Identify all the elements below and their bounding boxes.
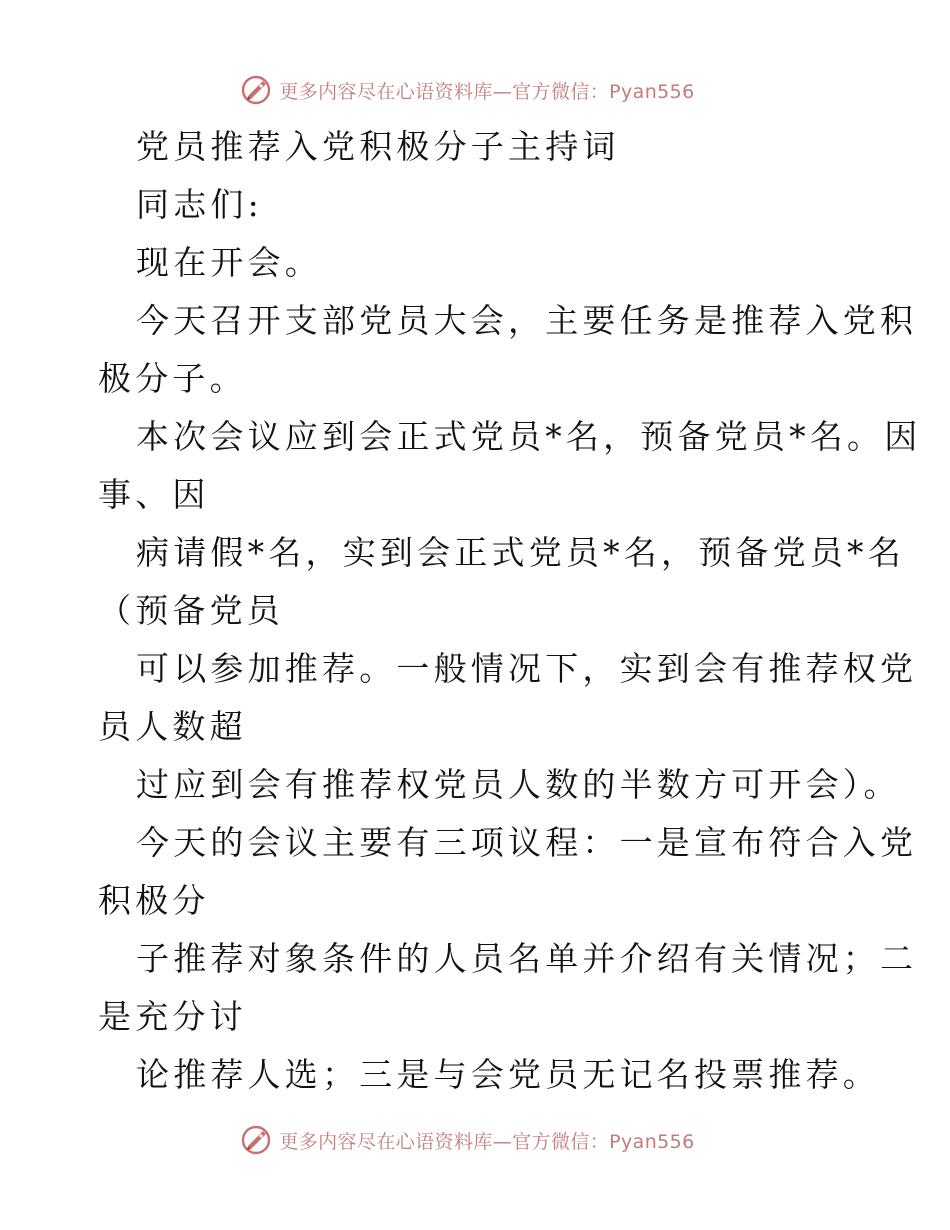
footer-banner-inner (239, 1123, 694, 1157)
document-line: 是充分讨 (98, 997, 247, 1036)
pen-nib-circle-icon (239, 1123, 273, 1157)
document-line: （预备党员 (98, 591, 284, 630)
footer-banner-text: 更多内容尽在心语资料库—官方微信：Pyan556 (279, 1130, 695, 1153)
document-line: 过应到会有推荐权党员人数的半数方可开会）。 (136, 765, 901, 804)
document-line: 今天召开支部党员大会，主要任务是推荐入党积 (136, 301, 918, 340)
document-line: 论推荐人选；三是与会党员无记名投票推荐。 (136, 1055, 880, 1094)
document-line: 同志们: (136, 185, 263, 224)
document-title: 党员推荐入党积极分子主持词 (136, 127, 620, 166)
document-line: 极分子。 (98, 359, 247, 398)
document-line: 现在开会。 (136, 243, 322, 282)
header-banner-text: 更多内容尽在心语资料库—官方微信：Pyan556 (279, 80, 695, 103)
footer-banner (0, 1118, 950, 1162)
document-line: 本次会议应到会正式党员*名，预备党员*名。因 (136, 417, 922, 456)
header-banner (0, 68, 950, 112)
document-line: 员人数超 (98, 707, 247, 746)
document-line: 事、因 (98, 475, 210, 514)
pen-nib-circle-icon (239, 73, 273, 107)
document-line: 可以参加推荐。一般情况下，实到会有推荐权党 (136, 649, 918, 688)
document-line: 积极分 (98, 881, 210, 920)
document-line: 子推荐对象条件的人员名单并介绍有关情况；二 (136, 939, 918, 978)
header-banner-inner (239, 73, 694, 107)
document-line: 病请假*名，实到会正式党员*名，预备党员*名 (136, 533, 905, 572)
document-line: 今天的会议主要有三项议程：一是宣布符合入党 (136, 823, 918, 862)
